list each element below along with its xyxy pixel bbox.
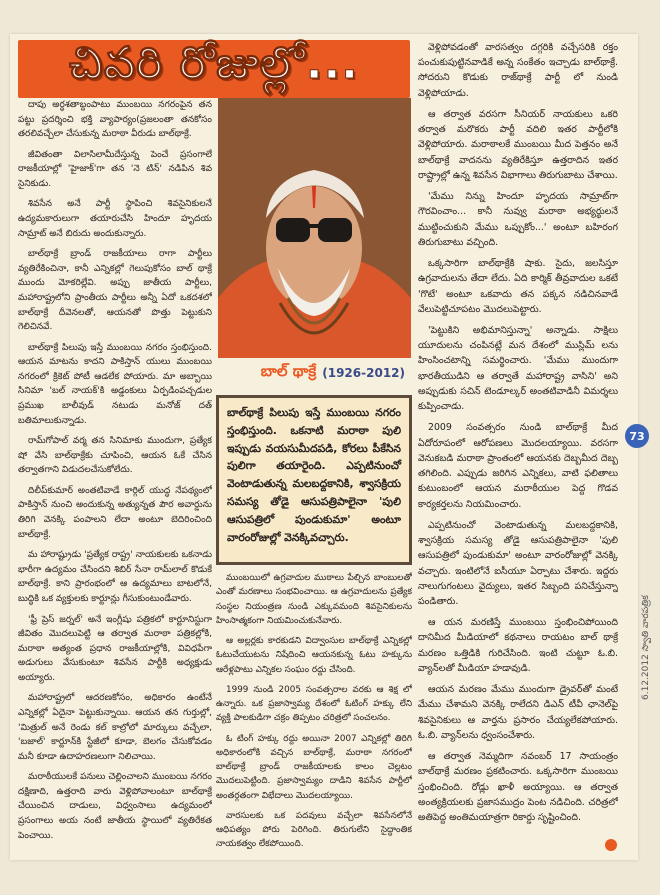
headline-banner: [18, 40, 410, 98]
paragraph: ఆ తర్వాత వరసగా సీనియర్ నాయకులు ఒకరి తర్వాత మరొకరు పార్టీ వదిలి ఇతర పార్టీలోకి వెళ్లిపోయారు. మరాఠాలకే ముంబయి మీద పెత్తనం అనే బాల్‌థాక్రే వాదనను వ్యతిరేకిస్తూ ఉత్తరాదిన ఇతర రాష్ట్రాల్లో ఉన్న శివసేన విభాగాలు తిరుగుబాటు చేశాయి.: [418, 108, 618, 181]
pull-quote-text: బాల్‌థాక్రే పిలుపు ఇస్తే ముంబయి నగరం స్తంభిస్తుంది. ఒకనాటి మరాఠా పులి ఇప్పుడు వయసుమీదపడి, కోరలు పీకేసిన పులిగా తయారైంది. ఎప్పటినుంచో వెంటాడుతున్న మలబద్దకానికి, శ్వాసక్రియ సమస్య తోడై ఆసుపత్రిపాలైనా 'పులి ఆసుపత్రిలో పుండుకుమా' అంటూ వారంరోజుల్లో వెనక్కివచ్చారు.: [227, 406, 401, 544]
paragraph: 'పెట్టుకిని అభిమానిస్తున్నా' అన్నాడు. సాక్షిలు యూదులను చంపినట్లే మన దేశంలో ముస్లిమ్ లను హింసించటాన్ని సమర్థించారు. 'మేము ముందుగా భారతీయుడిని ఆ తర్వాతే మహారాష్ట్ర వాసిని' అని అప్పుడుకు సచిన్ టెండూల్కర్ అంతటివాడినీ విమర్శలు కుప్పించాడు.: [418, 324, 618, 413]
caption-years: (1926-2012): [322, 366, 405, 380]
headline: చివరి రోజుల్లో...: [69, 38, 359, 89]
column-3: [418, 40, 618, 858]
photo-caption: [218, 358, 411, 388]
page-number: 73: [625, 424, 649, 448]
pull-quote: [216, 395, 412, 565]
side-issue-text: 6.12.2012 స్వాతి వారపత్రిక: [641, 595, 651, 700]
column-1: [18, 98, 212, 858]
paragraph: ఆయన మరణం మేము ముందుగా డ్రైవర్‌తో మంటే మేము చేశామని వెనక్కి రాలేదని డిఎన్ టీవీ ఛానెల్‌పై శివసైనికులు ఆ వార్తను ప్రసారం చేయ్యలేకపోయారు. ఓ.బి. వ్యాన్‌లను ధ్వంసంచేశారు.: [418, 684, 618, 741]
paragraph: ఓ టింగ్ హక్కు రద్దు అయినా 2007 ఎన్నికల్లో తిరిగి అధికారంలోకి వచ్చిన బాల్‌థాక్రే, మరాఠా నగరంలో బాల్‌థాక్రే బ్రాండ్ రాజకీయాలకు కాలం చెల్లటం మొదలుపెట్టింది. ప్రజాస్వామ్యం దాడిని శివసేన పార్టీలో అంతర్గతంగా విభేదాలు మొదలయ్యాయి.: [216, 733, 412, 801]
paragraph: మ హారాష్ట్రుడు 'ప్రత్యేక రాష్ట్ర' నాయకులకు ఒకనాడు భారీగా ఉద్యమం చేసిందని శిబిర్ సేనా రామ్‌లాల్ కొడుకే బాల్‌థాక్రే. కాని ప్రారంభంలో ఆ ఉద్యమాలు బాటలోనే, బుద్ధికి ఒక వ్యక్తులకు కార్టూన్లు గీసుకుంటుండేవారు.: [18, 550, 212, 604]
paragraph: మరాఠీయులకే పనులు చెల్లించాలని ముంబయి నగరం దక్షిణాది, ఉత్తరాది వారు వెళ్లిపోవాలంటూ బాల్‌థాక్రే చేయించిన దాడులు, విధ్వంసాలు ఉద్యమంలో ప్రసంగాలు అయ నంటే జాతీయ స్థాయిలో వ్యతిరేకత పెంచాయి.: [18, 772, 212, 841]
paragraph: బాల్‌థాక్రే బ్రాండ్ రాజకీయాలు రాగా పార్టీలు వ్యతిరేకించినా, కానీ ఎన్నికల్లో గెలుపుకోసం బాల్ థాక్రే ముందు మోకరిల్లేవి. అప్పు జాతీయ పార్టీలు, మహారాష్ట్రలోని ప్రాంతీయ పార్టీలు అన్నీ ఏదో ఒకదశలో బాల్‌థాక్రే దీవెనలతో, ఆయనతో పొత్తు పెట్టుకుని గెలిచినవే.: [18, 249, 212, 333]
paragraph: దిలీప్‌కుమార్ అంతటివాడే కార్గిల్ యుద్ధ నేపథ్యంలో పాకిస్తాన్ నుంచి అందుకున్న అత్యున్నత పౌర అవార్డును తిరిగి వెనక్కి పంపాలని లేదా అంటూ బెదిరించింది బాల్‌థాక్రే.: [18, 485, 212, 540]
paragraph: శివసేన అనే పార్టీ స్థాపించి శివసైనికులనే ఉద్యమకారులుగా తయారుచేసి హిందూ హృదయ సామ్రాట్ అనే బిరుదు అందుకున్నారు.: [18, 199, 212, 239]
paragraph: వారసులకు ఒక పదవులు వచ్చేలా శివసేనలోనే ఆధిపత్యం పోరు పెరిగింది. తిరుగులేని సైద్ధాంతిక నాయకత్వం లేకపోయింది.: [216, 810, 412, 850]
paragraph: రామ్‌గోపాల్ వర్మ తన సినిమాకు ముందుగా, ప్రత్యేక షో వేసి బాల్‌థాక్రేకు చూపించి, ఆయన ఓకే చేసిన తర్వాతగాని విడుదలచేసుకోలేదు.: [18, 436, 212, 476]
end-mark-icon: [605, 839, 617, 851]
paragraph: 'ఫ్రీ ప్రెస్ జర్నల్' అనే ఇంగ్లీషు పత్రికలో కార్టూనిస్టుగా జీవితం మొదలుపెట్టి ఆ తర్వాత మరాఠా పత్రికల్లోకి, మరాఠా అత్యంత ప్రధాన రాజకీయాల్లోకి, వివిధపేగా అడుగులు వేసుకుంటూ శివసేన పార్టీకి అధ్యక్షుడు అయ్యారు.: [18, 614, 212, 683]
paragraph: ఒక్కసారిగా బాల్‌థాక్రేకి షాకు. సైదు, జలసిస్తూ ఉగ్రవాదులను తేదా లేదు. ఏది కార్మిక్ తీవ్రవాదుల ఒకటే 'గొటే' అంటూ ఒకవాదు తన పక్కన నడిచినవాడే వేలుపెట్టిచూపటం మొదలుపెట్టారు.: [418, 258, 618, 315]
paragraph: వెళ్లిపోవడంతో వారసత్వం దగ్గరికి వచ్చేసరికి రక్తం పంచుకుపుట్టినవాడికే అన్న సంకేతం ఇచ్చాడు బాల్‌థాక్రే. సోదరుని కొడుకు రాజ్‌థాక్రే పార్టీ లో నుండి వెళ్లిపోయాడు.: [418, 42, 618, 99]
portrait-illustration: [218, 98, 411, 358]
paragraph: 1999 నుండి 2005 సంవత్సరాల వరకు ఆ శిక్ష లో ఉన్నారు. ఒక ప్రజాస్వామ్య దేశంలో ఓటింగ్ హక్కు లేని వ్యక్తి పాలకుడిగా చక్రం తిప్పటం చరిత్రలో సంచలనం.: [216, 684, 412, 724]
paragraph: ముంబయిలో ఉగ్రవాదుల ముఠాలు పేల్చిన బాంబులతో ఎంతో మరణాలు సంభవించాయి. ఆ ఉగ్రవాదులను ప్రత్యేక సంస్థల నియంత్రణ నుండి ఎక్కువమంది శివసైనికులను హింసాత్మకంగా నియమించుకునేవారు.: [216, 573, 412, 626]
portrait-photo: [218, 98, 411, 358]
paragraph: 2009 సంవత్సరం నుండి బాల్‌థాక్రే మీద ఏదోరూపంలో ఆరోపణలు మొదలయ్యాయి. వరసగా వెనుకబడి మరాఠా ప్రాంతంలో ఆయనకు దెబ్బమీద దెబ్బ తగిలింది. ఎప్పుడు జరిగిన ఎన్నికలు, వాటి ఫలితాలు కుటుంబంలో ఆయన మరాఠీయుల పెద్ద గొడవ కార్యకర్తలను నియమించారు.: [418, 422, 618, 510]
paragraph: 'మేము నిన్ను హిందూ హృదయ సామ్రాట్‌గా గౌరవించాం... కానీ నువ్వు మరాఠా అభ్యర్థులనే ముట్టించుకుని మేము ఒప్పుకోం...' అంటూ బహిరంగ తిరుగుబాటు వచ్చింది.: [418, 191, 618, 248]
paragraph: ఎప్పటినుంచో వెంటాడుతున్న మలబద్దకానికి, శ్వాసక్రియ సమస్య తోడై ఆసుపత్రిపాలైనా 'పులి ఆసుపత్రిలో పుండుకుమా' అంటూ వారంరోజుల్లో వెనక్కి వచ్చారు. ఇంటిలోనే ఐసీయూ ఏర్పాటు చేశారు. ఇద్దరు నాలుగుగంటలు వైద్యులు, ఇతర సిబ్బంది పనిచేస్తున్నా పండితారు.: [418, 519, 618, 607]
caption-name: బాల్ థాక్రే: [260, 362, 317, 380]
paragraph: ఆ తర్వాత నెమ్మదిగా నవంబర్ 17 సాయంత్రం బాల్‌థాక్రే మరణం ప్రకటించారు. ఒక్కసారిగా ముంబయి స్తంభించింది. రోడ్లు ఖాళీ అయ్యాయి. ఆ తర్వాత అంత్యక్రియలకు ప్రజాసముద్రం పెంట నడిచింది. చరిత్రలో అతిపెద్ద అంతిమయాత్రగా రికార్డు సృష్టించింది.: [418, 751, 618, 824]
paragraph: దాపు అర్ధశతాబ్దంపాటు ముంబయి నగరంపైన తన పట్టు ప్రదర్శించి భక్తి వ్యాపార్యం(ప్రజలంతా తనకోసం తరలివచ్చేలా చేసుకున్న మరాఠా వీరుడు బాల్‌థాక్రే.: [18, 100, 212, 140]
paragraph: మహారాష్ట్రలో ఆదరణకోసం, అధికారం ఉంటేనే ఎన్నికల్లో ఏదైనా పెట్టుకున్నాయి. ఆయన తన గుర్తుల్లో, 'మిత్రుల్ అనే రెండు కల్ కాల్రోలో మార్కులు వచ్చేలా, 'బజాల్' కార్టూన్‌కి స్టేజీలో కూడా, బెలగం చేసుకోవడం మనీ కూడా ఉదాహరణలుగా నిలిచాయి.: [18, 693, 212, 762]
paragraph: బాల్‌థాక్రే పిలుపు ఇస్తే ముంబయి నగరం స్తంభిస్తుంది. ఆయన మాటను కాదని పాకిస్తాన్ యులు ముంబయి నగరంలో క్రికెట్ పోటీ ఆడలేక పోయారు. మా అబ్బాయి సినిమా 'బల్ నాయక్'కి అడ్డంకులు ఏర్పడింపచ్చడుల ప్రముఖ బాలీవుడ్ నటుడు మనోజ్ దత్ బతిమాలుకున్నాడు.: [18, 342, 212, 426]
paragraph: ఆ అల్లర్లకు కారకుడని విద్వాంసుల బాల్‌థాక్రే ఎన్నికల్లో ఓటుచేయుటను నిషేదించి ఆయనకున్న ఓటు హక్కును ఆరేళ్లపాటు ఎన్నికల సంఘం రద్దు చేసింది.: [216, 636, 412, 675]
column-2: [216, 571, 412, 858]
paragraph: ఆ యన మరణిస్తే ముంబయి స్తంభించిపోయింది దానిమీద మీడియాలో కథనాలు రాయటం బాల్ థాక్రే మరణం ఒత్తిడికి గురిచేసింది. ఇంటి చుట్టూ ఓ.బి. వ్యాన్‌లతో మీడియా హడావుడి.: [418, 617, 618, 674]
paragraph: జీవితంతా విలాసిలామీదేస్తున్న పెంచే ప్రసంగాలే రాజకీయాల్లో 'హైజాక్‌'గా తన 'నె టిన్' నడిపిన శివ సైనికుడు.: [18, 149, 212, 189]
